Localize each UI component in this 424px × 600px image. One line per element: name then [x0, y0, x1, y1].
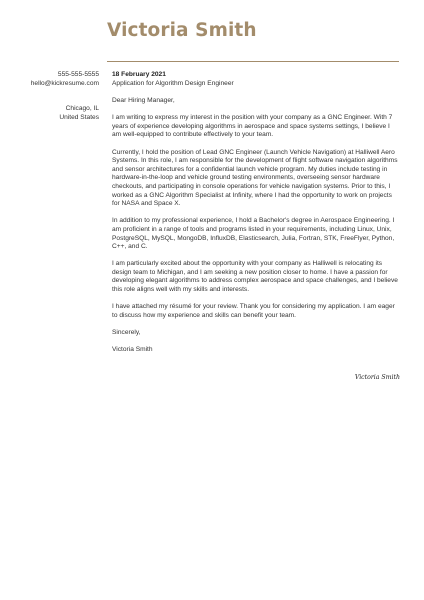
body-paragraph: I am particularly excited about the opportunity with your company as Halliwell is relocating its design team to Michigan, and I am seeking a new position closer to home. I have a passion for developing elegant algorithms to address complex aerospace and space challenges, and I believe this role aligns well with my skills and interests.: [112, 260, 398, 294]
header-divider: [107, 61, 399, 62]
contact-phone: 555-555-5555: [57, 71, 99, 78]
signoff-name: Victoria Smith: [112, 346, 153, 354]
contact-email: hello@kickresume.com: [30, 79, 99, 87]
contact-block: [20, 71, 99, 88]
letter-subject: Application for Algorithm Design Engineer: [112, 80, 234, 87]
body-paragraph: I am writing to express my interest in the position with your company as a GNC Engineer. With 7 years of experience developing algorithms in aerospace and space systems settings, I believe I am well-equipped to contribute effectively to your team.: [112, 114, 393, 139]
body-paragraph: In addition to my professional experience, I hold a Bachelor's degree in Aerospace Engineering. I am proficient in a range of tools and programs listed in your requirements, including Linux, Unix, PostgreSQL, MySQL, MongoDB, InfluxDB, Elasticsearch, Julia, Fortran, STK, FreeFlyer, Python, C++, and C.: [112, 217, 395, 251]
applicant-name: Victoria Smith: [107, 20, 257, 41]
closing: Sincerely,: [112, 329, 141, 337]
handwritten-signature: Victoria Smith: [354, 374, 400, 381]
letter-date: 18 February 2021: [112, 71, 166, 78]
salutation: Dear Hiring Manager,: [112, 97, 175, 104]
letter-body: [112, 97, 400, 363]
contact-city: Chicago, IL: [65, 105, 99, 112]
address-block: [20, 105, 99, 122]
body-paragraph: I have attached my résumé for your review. Thank you for considering my application. I am eager to discuss how my experience and skills can benefit your team.: [112, 303, 395, 319]
body-paragraph: Currently, I hold the position of Lead GNC Engineer (Launch Vehicle Navigation) at Halliwell Aero Systems. In this role, I am responsible for the development of flight software navigation algorithms and sensor architectures for a confidential launch vehicle program. My duties include testing in hardware-in-the-loop and vehicle ground testing environments, overseeing sensor hardware checkouts, and participating in console operations for vehicle navigation systems. Prior to this, I worked as a GNC Algorithm Specialist at Infinity, where I had the opportunity to work on projects for NASA and Space X.: [112, 148, 398, 208]
contact-country: United States: [59, 113, 99, 121]
